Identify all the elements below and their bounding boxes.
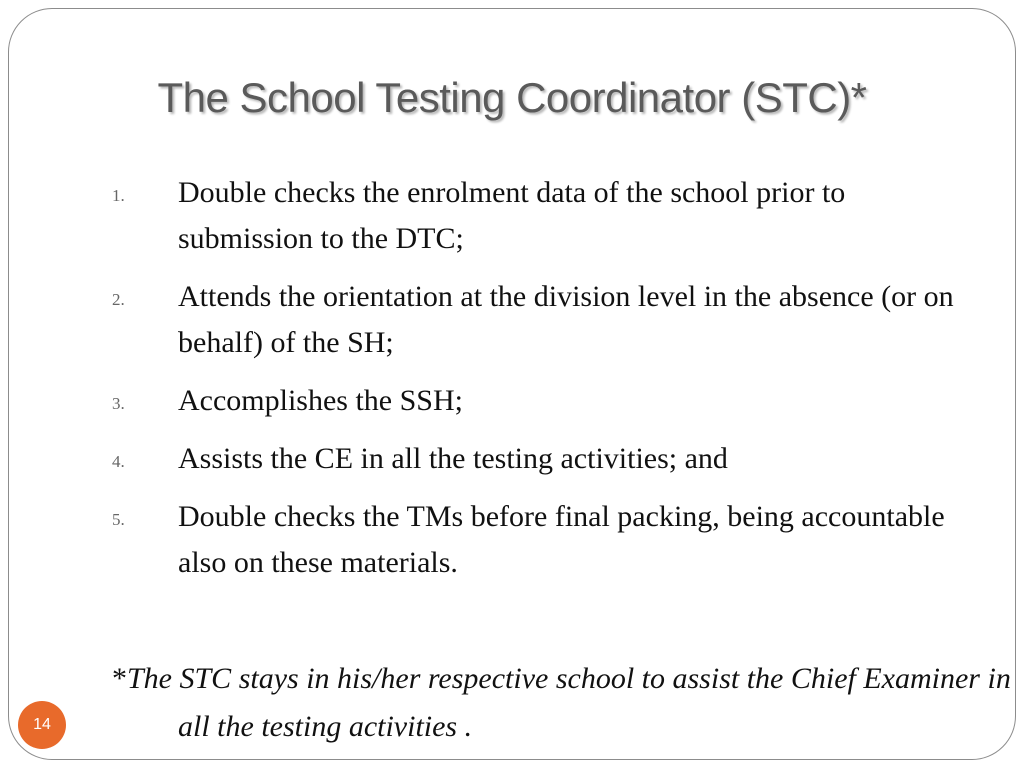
footnote <box>112 655 1024 751</box>
list-item-number: 1. <box>112 186 125 205</box>
list-item-text: Double checks the enrolment data of the school prior to submission to the DTC; <box>178 176 846 255</box>
list-item <box>112 170 962 262</box>
list-item-text: Accomplishes the SSH; <box>178 384 463 417</box>
list-item-text: Double checks the TMs before final packing, being accountable also on these materials. <box>178 500 945 579</box>
list-item <box>112 274 962 366</box>
list-item-number: 5. <box>112 510 125 529</box>
list-item <box>112 378 962 424</box>
list-item-number: 4. <box>112 452 125 471</box>
slide-title: The School Testing Coordinator (STC)* <box>157 74 867 121</box>
list-item-text: Attends the orientation at the division level in the absence (or on behalf) of the SH; <box>178 280 954 359</box>
footnote-text: The STC stays in his/her respective school to assist the Chief Examiner in all the testing activities . <box>127 662 1011 743</box>
list-item <box>112 436 962 482</box>
page-number-badge: 14 <box>18 701 66 749</box>
list-item-number: 3. <box>112 394 125 413</box>
duties-list <box>112 170 962 598</box>
list-item-text: Assists the CE in all the testing activities; and <box>178 442 728 475</box>
list-item-number: 2. <box>112 290 125 309</box>
list-item <box>112 494 962 586</box>
footnote-asterisk: * <box>112 662 127 695</box>
